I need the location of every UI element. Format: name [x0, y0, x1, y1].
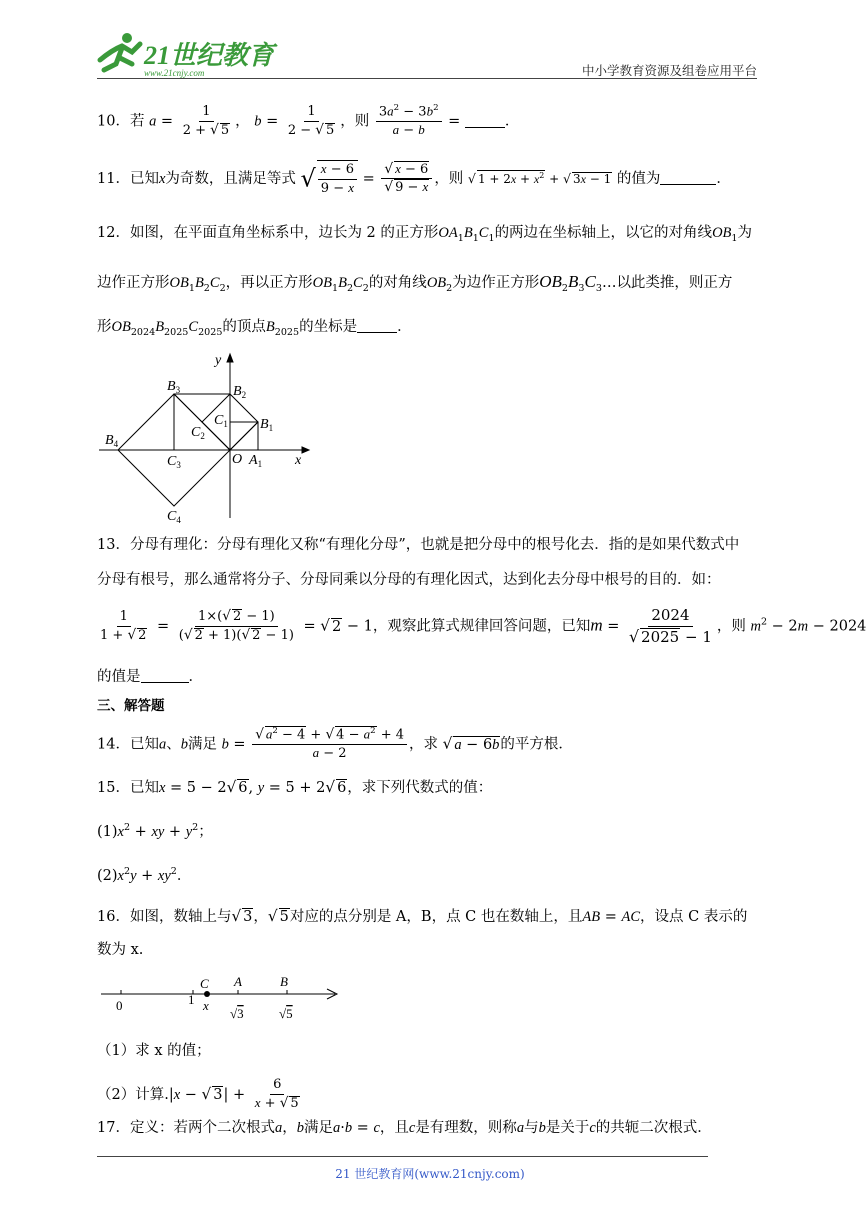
svg-text:www.21cnjy.com: www.21cnjy.com — [144, 68, 205, 78]
svg-text:A: A — [234, 974, 242, 989]
question-15-part-2: $(2)x^2y + xy^2$． — [97, 866, 192, 884]
svg-text:B1: $B_1$ — [260, 417, 274, 433]
footer-divider — [97, 1156, 708, 1157]
y-axis-label: y — [215, 353, 222, 368]
svg-text:0: 0 — [116, 998, 123, 1013]
site-logo — [92, 30, 275, 80]
svg-text:B4: $B_4$ — [105, 433, 119, 449]
svg-text:√5: √5 — [279, 1006, 293, 1021]
svg-text:C: C — [200, 976, 209, 991]
question-13-line-3: $\frac{1}{1 + √ 2}$ = $\frac{1\times(√ 2 - 1)}{(√ 2 + 1)(√ 2 - 1)}$ = √ 2 − 1，观察此算式规律回答问题，已知m = $\frac{2024}{√ 2025 - 1}$ ，则 $m^2 - 2m - 2024$ — [100, 606, 866, 646]
svg-text:C3: $C_3$ — [167, 454, 181, 470]
svg-text:x: x — [203, 998, 209, 1013]
header-platform-text: 中小学教育资源及组卷应用平台 — [581, 63, 757, 78]
header-divider — [97, 78, 757, 79]
svg-text:21世纪教育: 21世纪教育 — [144, 41, 275, 70]
question-16-line-1: 16．如图，数轴上与√ 3，√ 5对应的点分别是 A，B，点 C 也在数轴上，且AB = AC，设点 C 表示的 — [97, 907, 748, 925]
question-13-line-2: 分母有根号，那么通常将分子、分母同乘以分母的有理化因式，达到化去分母中根号的目的．如： — [97, 572, 721, 588]
square-sequence-figure — [97, 350, 317, 525]
svg-text:C4: $C_4$ — [167, 509, 181, 525]
svg-text:B: B — [280, 974, 288, 989]
svg-text:1: 1 — [188, 992, 195, 1007]
question-10: 10．若 a = $\frac{1}{2 + √ 5}$ ， b = $\frac{1}{2 - √ 5}$ ，则 $\frac{3a^2 - 3b^2}{a - b}$ = ． — [97, 103, 520, 139]
svg-text:C2: $C_2$ — [191, 425, 205, 441]
svg-text:A1: $A_1$ — [249, 453, 263, 469]
section-title-answers: 三、解答题 — [97, 698, 165, 714]
question-15-part-1: $(1)x^2$ + xy + $y^2$； — [97, 822, 213, 840]
origin-label: O — [232, 452, 243, 467]
runner-icon — [100, 33, 140, 70]
footer-link[interactable]: 21 世纪教育网(www.21cnjy.com) — [335, 1167, 525, 1181]
question-15: 15．已知x = 5 − 2√ 6, y = 5 + 2√ 6，求下列代数式的值： — [97, 778, 493, 796]
svg-text:B2: $B_2$ — [233, 384, 247, 400]
question-14: 14．已知a、b满足 b = $\frac{√ a^2 - 4 + √ 4 - a^2 + 4}{a - 2}$ ，求 √ a − 6b的平方根． — [97, 726, 573, 762]
question-11: 11．已知x为奇数，且满足等式 √ $\frac{x - 6}{9 - x}$ = $\frac{√ x - 6}{√ 9 - x}$ ，则 √ $1 + 2x + x^2$ + √ 3x − 1 的值为 ． — [97, 160, 731, 196]
question-16-part-2: （2）计算.|x − √ 3| + $\frac{6}{x + √ 5}$ — [97, 1077, 299, 1111]
number-line-figure — [97, 972, 357, 1027]
svg-text:B3: $B_3$ — [167, 379, 181, 395]
svg-text:C1: $C_1$ — [214, 413, 228, 429]
question-12-line-2: 边作正方形$OB_1B_2C_2$，再以正方形$OB_1B_2C_2$的对角线$OB_2$为边作正方形$OB_2B_3C_3\dots$以此类推，则正方 — [97, 272, 733, 294]
question-16-part-1: （1）求 x 的值； — [97, 1043, 211, 1059]
question-17: 17．定义：若两个二次根式a，b满足a·b = c，且c是有理数，则称a与b是关于c的共轭二次根式． — [97, 1120, 712, 1136]
question-12-line-1: 12．如图，在平面直角坐标系中，边长为 2 的正方形$OA_1B_1C_1$的两边在坐标轴上，以它的对角线$OB_1$为 — [97, 225, 752, 244]
svg-text:√3: √3 — [230, 1006, 244, 1021]
question-13-line-4: 的值是 ． — [97, 669, 203, 685]
question-13-line-1: 13．分母有理化：分母有理化又称“有理化分母”，也就是把分母中的根号化去．指的是如果代数式中 — [97, 537, 740, 553]
question-12-line-3: 形$OB_{2024}B_{2025}C_{2025}$的顶点$B_{2025}$的坐标是 ． — [97, 319, 412, 338]
question-16-line-2: 数为 x. — [97, 942, 144, 958]
x-axis-label: x — [295, 453, 302, 468]
